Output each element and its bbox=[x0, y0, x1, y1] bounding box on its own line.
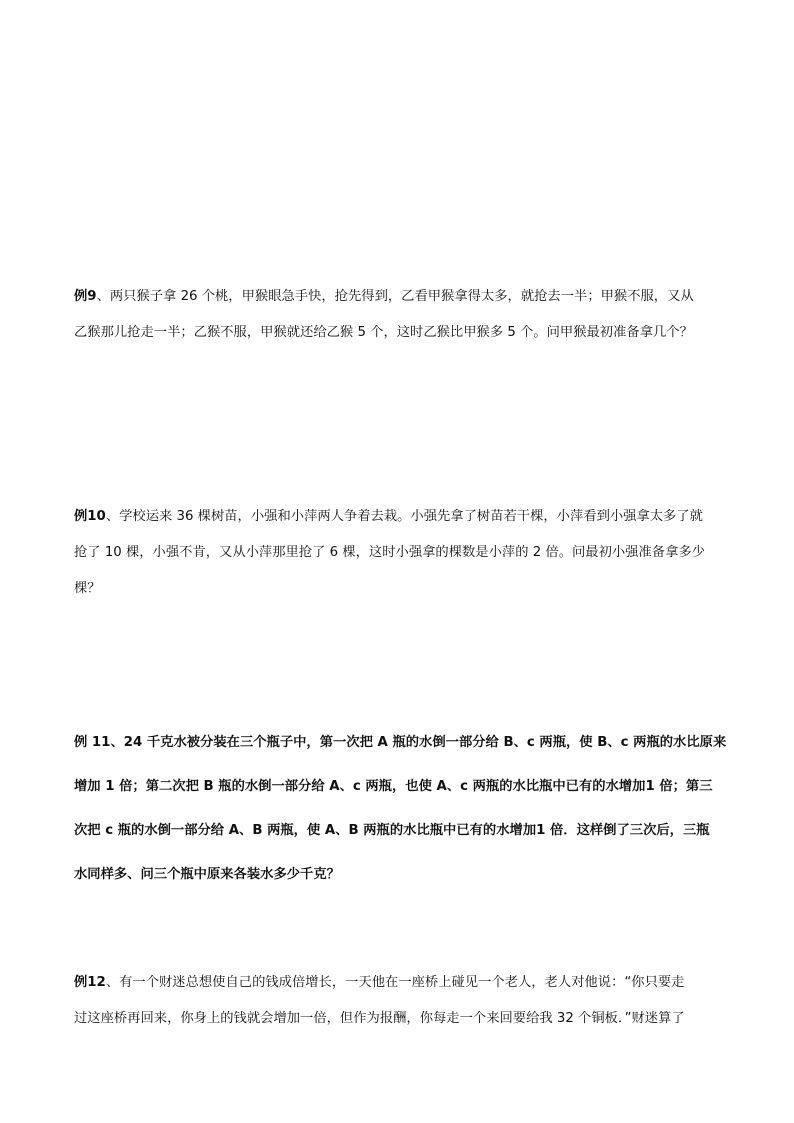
problem-line: 乙猴那儿抢走一半；乙猴不服，甲猴就还给乙猴 5 个，这时乙猴比甲猴多 5 个。问甲猴最初准备拿几个？ bbox=[74, 325, 693, 340]
problem-label: 例 11 bbox=[74, 735, 111, 750]
problem-label: 例12 bbox=[74, 975, 106, 990]
problem-line bbox=[74, 721, 736, 765]
problem-12 bbox=[74, 965, 736, 1037]
problem-9 bbox=[74, 279, 736, 351]
problem-line: 增加 1 倍；第二次把 B 瓶的水倒一部分给 A、c 两瓶，也使 A、c 两瓶的水比瓶中已有的水增加1 倍；第三 bbox=[74, 779, 713, 794]
problem-line: 过这座桥再回来，你身上的钱就会增加一倍，但作为报酬，你每走一个来回要给我 32 个铜板．”财迷算了 bbox=[74, 1011, 685, 1026]
problem-line: 棵？ bbox=[74, 581, 101, 596]
problem-label: 例9 bbox=[74, 289, 97, 304]
problem-text: 、24 千克水被分装在三个瓶子中，第一次把 A 瓶的水倒一部分给 B、c 两瓶，使 B、c 两瓶的水比原来 bbox=[110, 735, 727, 750]
problem-text: 、两只猴子拿 26 个桃，甲猴眼急手快，抢先得到，乙看甲猴拿得太多，就抢去一半；甲猴不服，又从 bbox=[96, 289, 694, 304]
problem-text: 、学校运来 36 棵树苗，小强和小萍两人争着去栽。小强先拿了树苗若干棵，小萍看到小强拿太多了就 bbox=[105, 509, 703, 524]
problem-10 bbox=[74, 499, 736, 607]
problem-line bbox=[74, 965, 736, 1001]
problem-line: 抢了 10 棵，小强不肯，又从小萍那里抢了 6 棵，这时小强拿的棵数是小萍的 2 倍。问最初小强准备拿多少 bbox=[74, 545, 705, 560]
problem-label: 例10 bbox=[74, 509, 106, 524]
problem-line bbox=[74, 279, 736, 315]
problem-line bbox=[74, 499, 736, 535]
problem-text: 、有一个财迷总想使自己的钱成倍增长，一天他在一座桥上碰见一个老人，老人对他说：“你只要走 bbox=[105, 975, 685, 990]
problem-line: 水同样多、问三个瓶中原来各装水多少千克？ bbox=[74, 867, 340, 882]
problem-11 bbox=[74, 721, 736, 897]
problem-line: 次把 c 瓶的水倒一部分给 A、B 两瓶，使 A、B 两瓶的水比瓶中已有的水增加1 倍．这样倒了三次后，三瓶 bbox=[74, 823, 710, 838]
